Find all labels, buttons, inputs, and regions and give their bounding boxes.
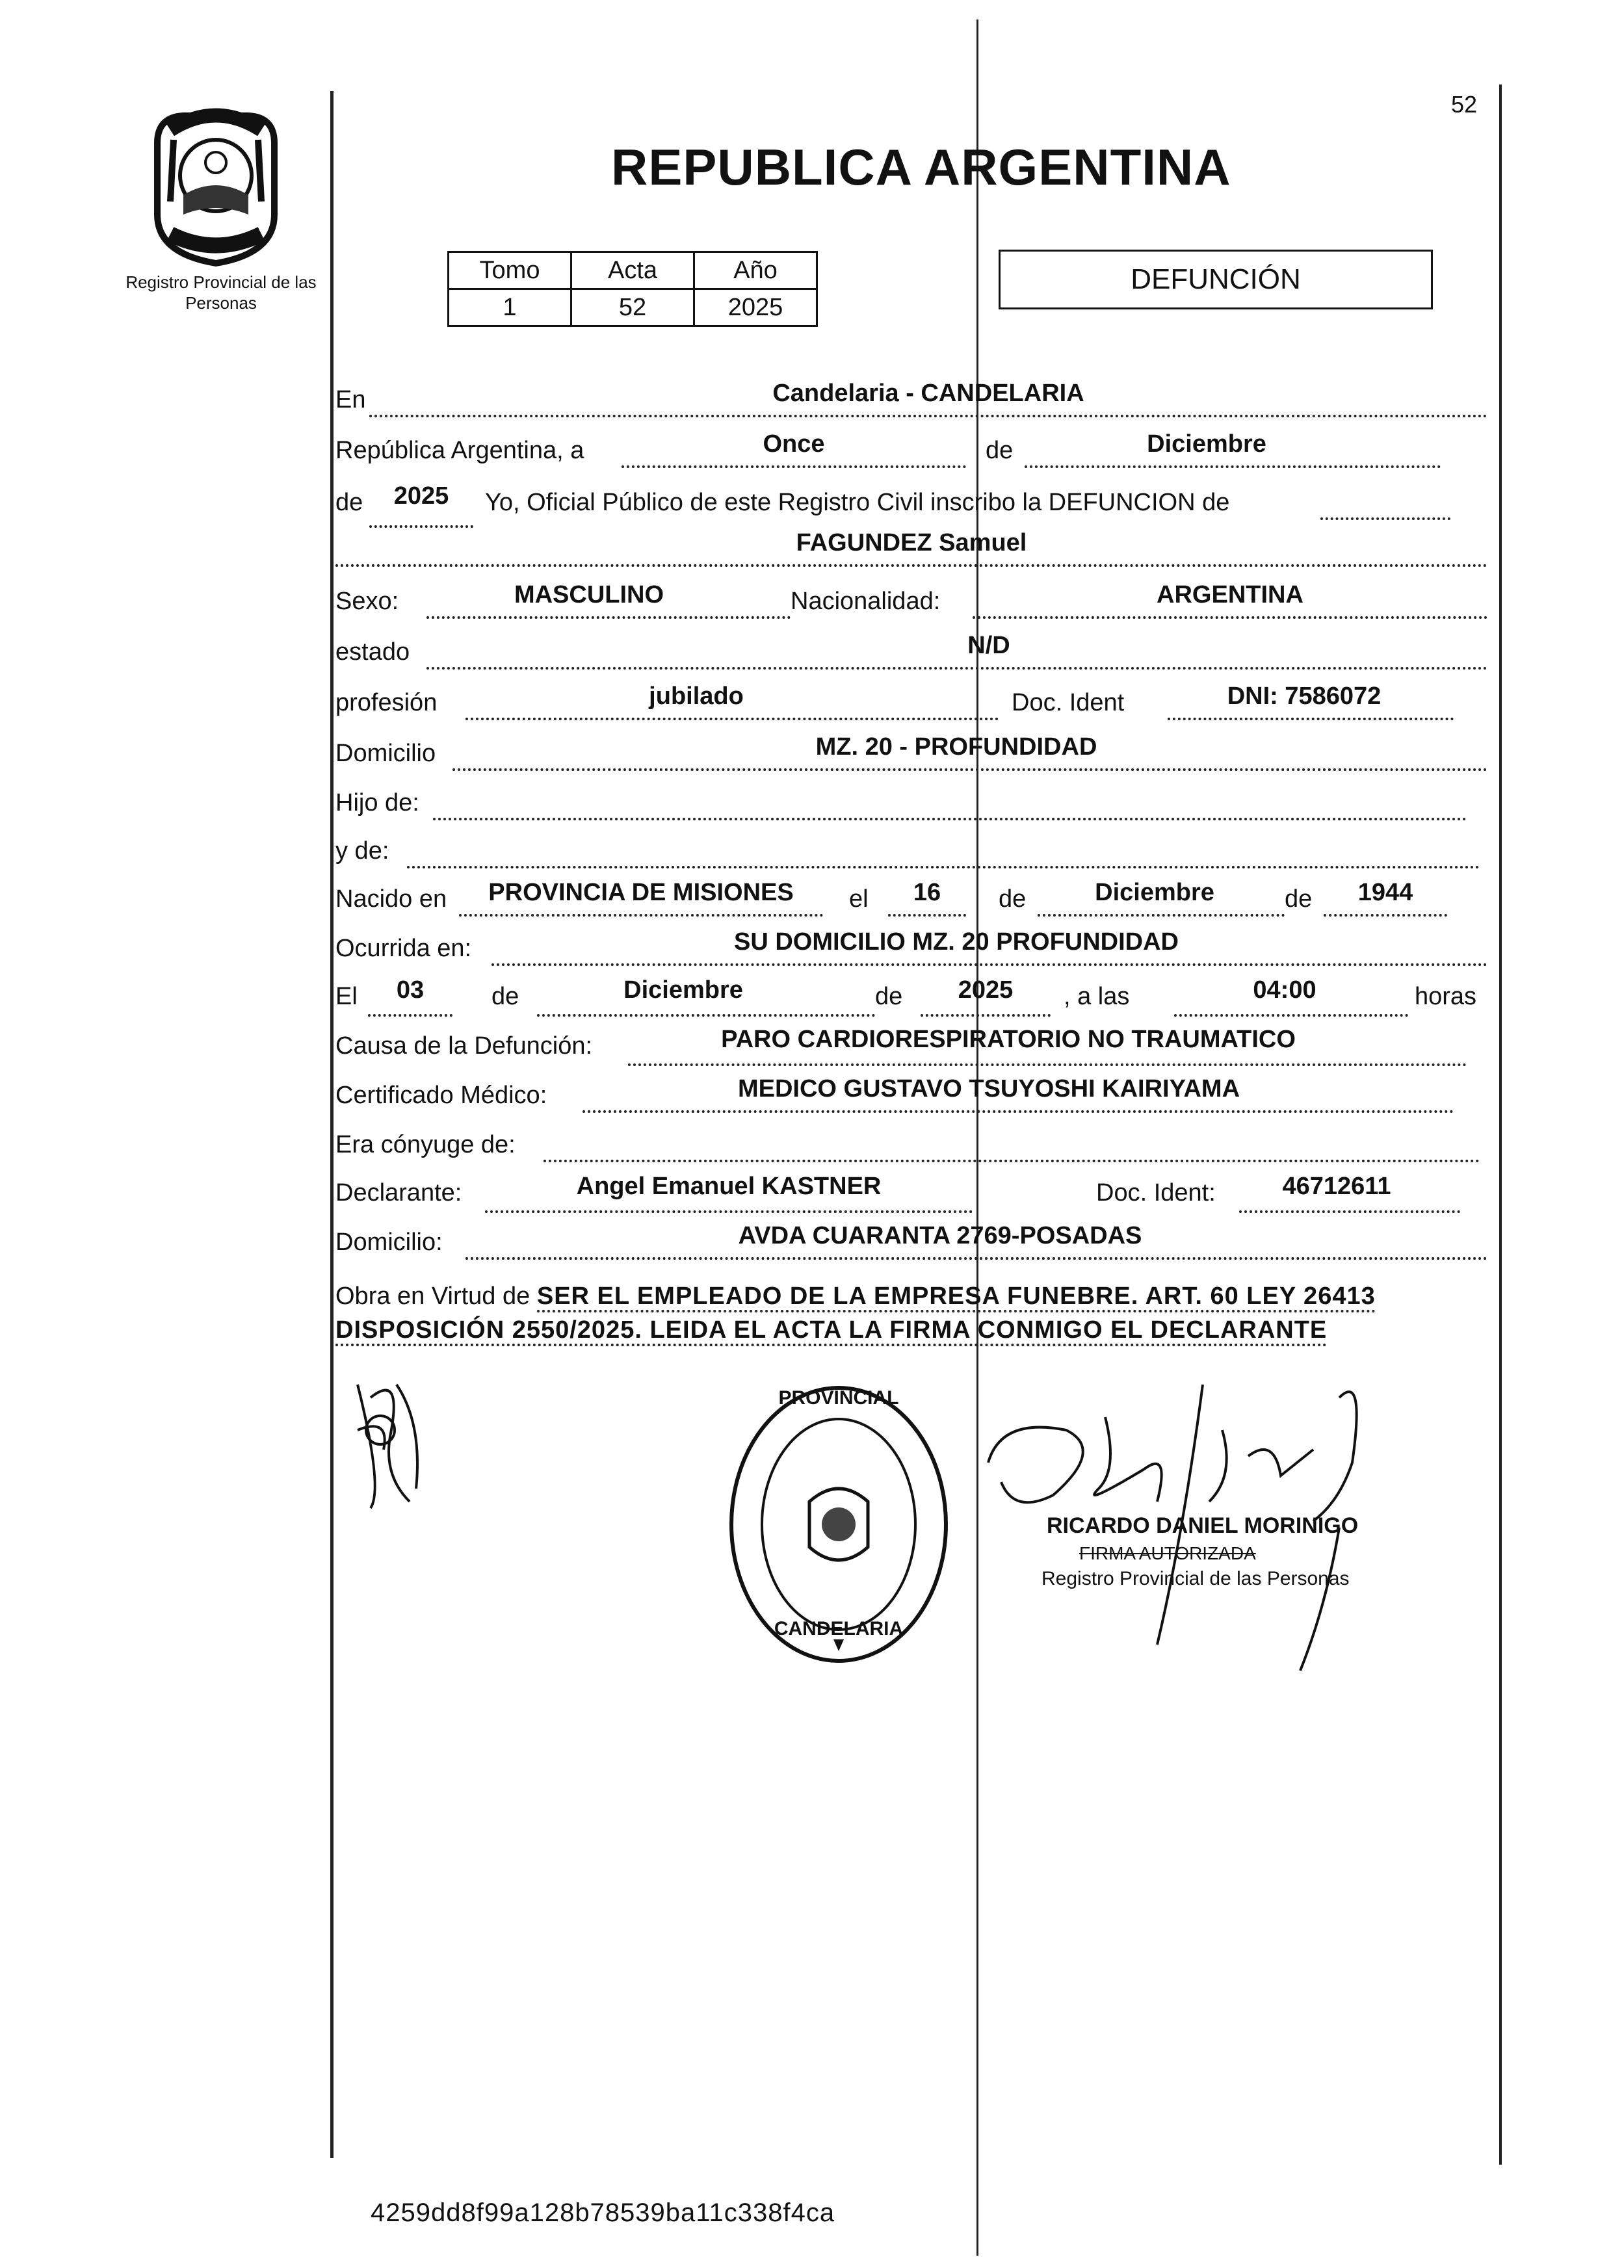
value-estado: N/D — [967, 632, 1010, 659]
obra-line-1 — [335, 1279, 1493, 1313]
label-estado: estado — [335, 638, 410, 666]
label-obra: Obra en Virtud de — [335, 1283, 530, 1310]
value-documento: DNI: 7586072 — [1227, 683, 1382, 710]
label-de-def-mes: de — [491, 983, 519, 1010]
label-domicilio-declarante: Domicilio: — [335, 1229, 443, 1256]
declarant-signature-icon — [345, 1359, 462, 1521]
record-table — [447, 251, 818, 327]
table-header-tomo: Tomo — [449, 252, 571, 289]
value-nombre: FAGUNDEZ Samuel — [796, 529, 1027, 556]
label-hijo-de: Hijo de: — [335, 789, 419, 816]
row-estado — [335, 629, 1493, 675]
svg-text:PROVINCIAL: PROVINCIAL — [778, 1387, 899, 1409]
value-ocurrida-en: SU DOMICILIO MZ. 20 PROFUNDIDAD — [733, 928, 1179, 956]
row-nacimiento — [335, 876, 1493, 922]
label-doc-ident-declarante: Doc. Ident: — [1096, 1179, 1216, 1206]
obra-line-2 — [335, 1313, 1493, 1347]
field-conyuge — [544, 1130, 1480, 1162]
label-de-def-anio: de — [875, 983, 903, 1010]
table-value-anio: 2025 — [694, 289, 817, 326]
row-conyuge — [335, 1122, 1493, 1167]
page-number: 52 — [1451, 91, 1478, 118]
label-de-mes: de — [986, 437, 1014, 464]
table-header-anio: Año — [694, 252, 817, 289]
row-certificado — [335, 1073, 1493, 1118]
row-lugar — [335, 377, 1493, 423]
value-mes: Diciembre — [1147, 430, 1266, 458]
row-domicilio-declarante — [335, 1219, 1493, 1265]
label-nacionalidad: Nacionalidad: — [791, 588, 941, 615]
field-blank — [1320, 488, 1450, 520]
row-fecha-defuncion — [335, 974, 1493, 1019]
value-def-mes: Diciembre — [623, 976, 743, 1004]
table-header-acta: Acta — [571, 252, 694, 289]
table-value-acta: 52 — [571, 289, 694, 326]
row-nombre — [335, 527, 1493, 572]
value-nac-dia: 16 — [913, 879, 941, 906]
value-nac-mes: Diciembre — [1095, 879, 1214, 906]
document-hash: 4259dd8f99a128b78539ba11c338f4ca — [371, 2198, 835, 2227]
value-def-anio: 2025 — [958, 976, 1014, 1004]
row-fecha — [335, 428, 1493, 473]
label-de-nac-mes: de — [999, 885, 1027, 913]
table-value-tomo: 1 — [449, 289, 571, 326]
label-de-nac-anio: de — [1285, 885, 1313, 913]
value-nacido-en: PROVINCIA DE MISIONES — [488, 879, 794, 906]
page-title: REPUBLICA ARGENTINA — [611, 138, 1231, 196]
right-margin-rule — [1499, 85, 1502, 2165]
registry-seal-icon — [722, 1378, 956, 1684]
value-def-hora: 04:00 — [1253, 976, 1316, 1004]
row-domicilio — [335, 731, 1493, 776]
value-sexo: MASCULINO — [514, 581, 664, 608]
label-domicilio: Domicilio — [335, 740, 436, 767]
value-anio: 2025 — [393, 482, 449, 510]
row-sexo — [335, 579, 1493, 624]
left-margin-rule — [330, 91, 334, 2158]
label-ocurrida-en: Ocurrida en: — [335, 935, 472, 962]
label-de-anio: de — [335, 489, 363, 516]
row-causa — [335, 1023, 1493, 1069]
label-certificado: Certificado Médico: — [335, 1082, 547, 1109]
label-horas: horas — [1415, 983, 1477, 1010]
label-el-nac: el — [849, 885, 869, 913]
province-emblem-icon — [144, 104, 287, 267]
field-hijo-de — [433, 788, 1467, 820]
field-y-de — [407, 836, 1480, 868]
label-republica: República Argentina, a — [335, 437, 584, 464]
value-dia: Once — [763, 430, 825, 458]
value-obra-line1: SER EL EMPLEADO DE LA EMPRESA FUNEBRE. ART. 60 LEY 26413 — [537, 1283, 1376, 1312]
registry-label: Registro Provincial de las Personas — [125, 272, 317, 313]
value-def-dia: 03 — [396, 976, 425, 1004]
value-declarante-doc: 46712611 — [1282, 1173, 1391, 1200]
value-domicilio-declarante: AVDA CUARANTA 2769-POSADAS — [738, 1222, 1142, 1249]
label-yo: Yo, Oficial Público de este Registro Civil inscribo la DEFUNCION de — [485, 489, 1230, 516]
label-causa: Causa de la Defunción: — [335, 1032, 593, 1060]
value-domicilio: MZ. 20 - PROFUNDIDAD — [815, 733, 1097, 761]
row-ocurrida — [335, 926, 1493, 971]
row-profesion — [335, 680, 1493, 725]
label-sexo: Sexo: — [335, 588, 399, 615]
svg-text:CANDELARIA: CANDELARIA — [774, 1618, 904, 1639]
record-type-box: DEFUNCIÓN — [999, 250, 1433, 309]
signatory-role: FIRMA AUTORIZADA — [1079, 1543, 1256, 1563]
row-hijo-de — [335, 780, 1493, 826]
signatory-name: RICARDO DANIEL MORINIGO — [1047, 1513, 1359, 1538]
row-declarante — [335, 1170, 1493, 1216]
value-certificado: MEDICO GUSTAVO TSUYOSHI KAIRIYAMA — [737, 1075, 1240, 1102]
label-conyuge: Era cónyuge de: — [335, 1131, 516, 1158]
value-causa: PARO CARDIORESPIRATORIO NO TRAUMATICO — [721, 1026, 1296, 1053]
label-declarante: Declarante: — [335, 1179, 462, 1206]
label-en: En — [335, 386, 366, 413]
label-nacido-en: Nacido en — [335, 885, 447, 913]
label-doc-ident: Doc. Ident — [1012, 689, 1125, 716]
label-el: El — [335, 983, 358, 1010]
value-obra-line2: DISPOSICIÓN 2550/2025. LEIDA EL ACTA LA FIRMA CONMIGO EL DECLARANTE — [335, 1316, 1327, 1346]
value-nac-anio: 1944 — [1357, 879, 1413, 906]
label-a-las: , a las — [1064, 983, 1130, 1010]
value-lugar: Candelaria - CANDELARIA — [772, 380, 1084, 407]
value-declarante: Angel Emanuel KASTNER — [576, 1173, 882, 1200]
row-y-de — [335, 828, 1493, 874]
row-inscripcion — [335, 480, 1493, 525]
value-profesion: jubilado — [649, 683, 744, 710]
label-y-de: y de: — [335, 837, 389, 865]
value-nacionalidad: ARGENTINA — [1157, 581, 1303, 608]
obra-en-virtud — [335, 1279, 1493, 1347]
label-profesion: profesión — [335, 689, 438, 716]
signatory-org: Registro Provincial de las Personas — [1041, 1568, 1350, 1589]
